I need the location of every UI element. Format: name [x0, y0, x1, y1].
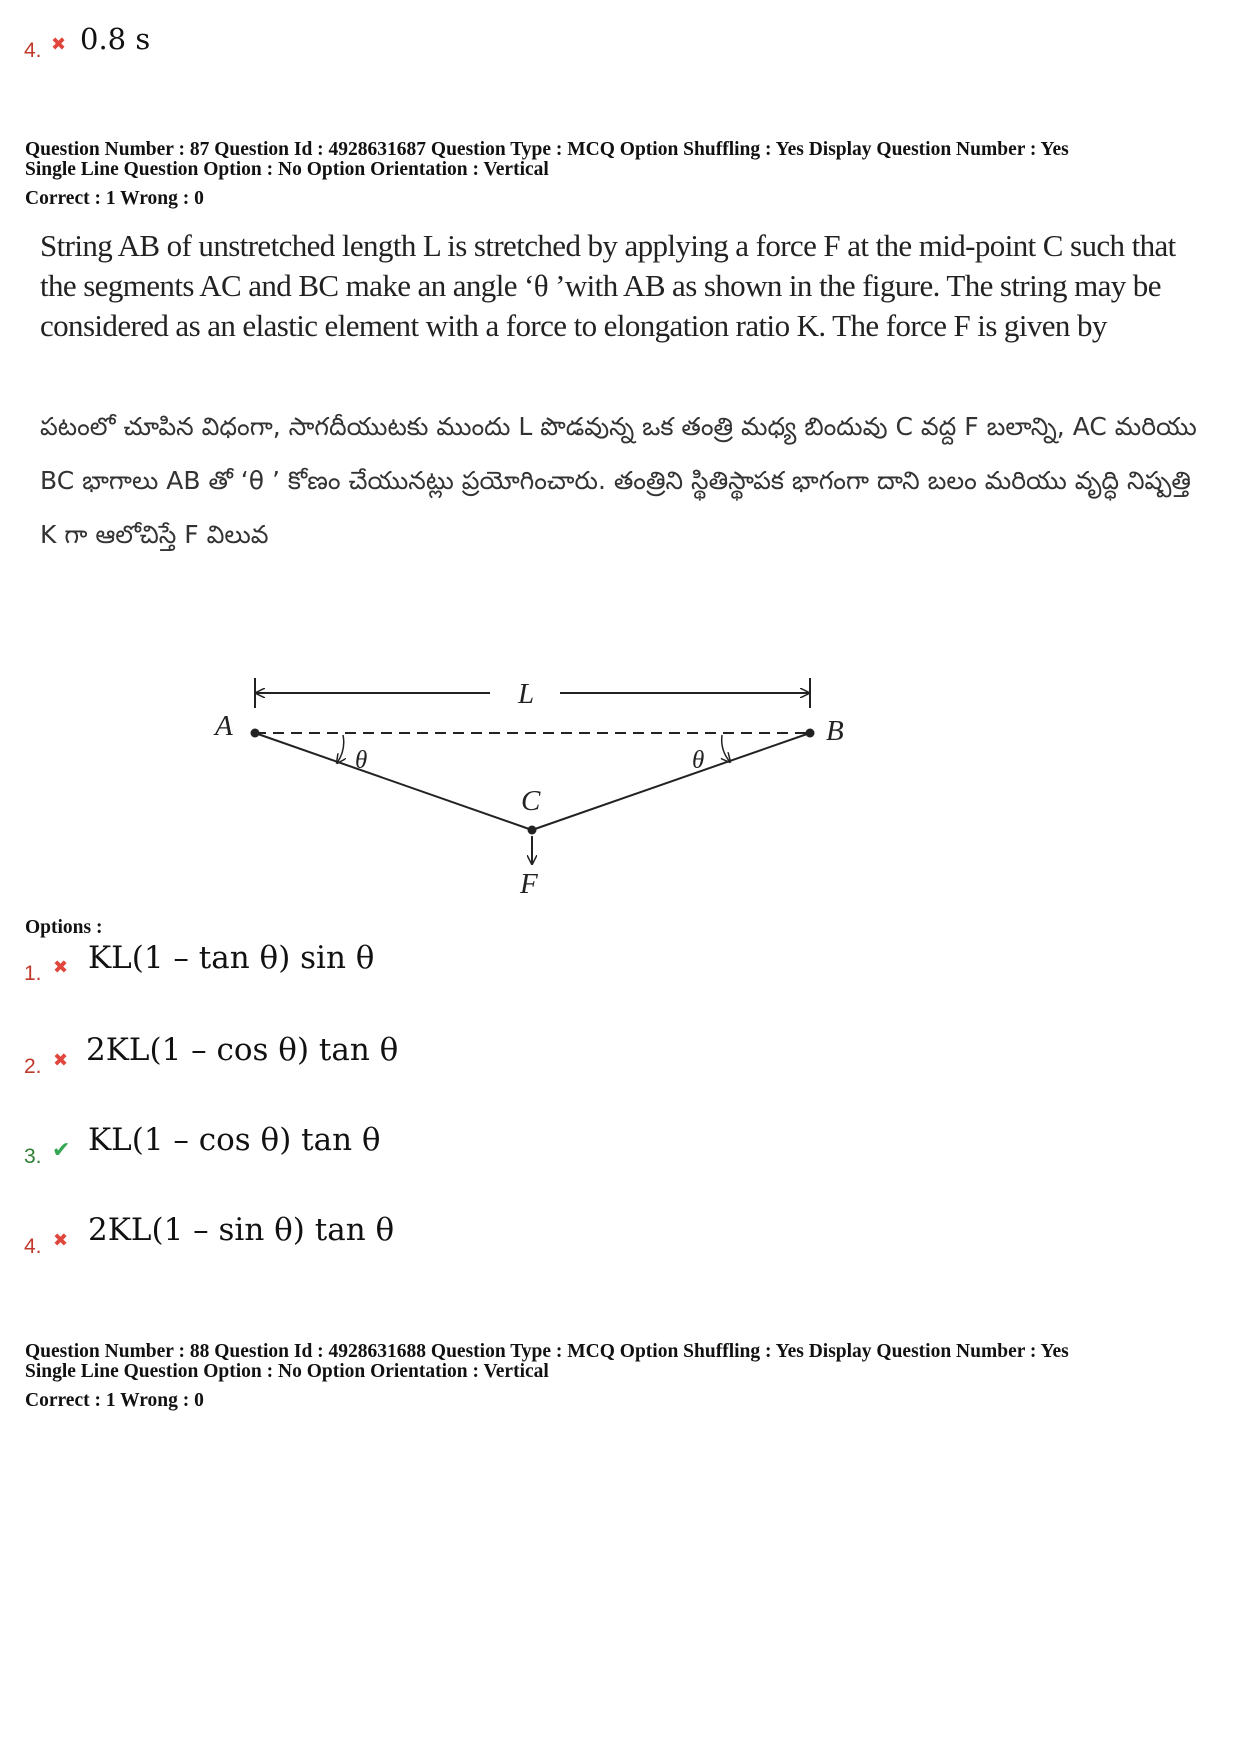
label-L: L — [518, 678, 535, 710]
question-meta-line1: Question Number : 88 Question Id : 4928631688 Question Type : MCQ Option Shuffling : Yes Display Question Number : Yes — [25, 1341, 1069, 1362]
segment-CB — [532, 733, 810, 830]
question-text-en: String AB of unstretched length L is stretched by applying a force F at the mid-point C such that the segments AC and BC make an angle ‘θ ’with AB as shown in the figure. The string may be considered as an elastic element with a force to elongation ratio K. The force F is given by — [40, 228, 1176, 343]
option-text: KL(1 – tan θ) sin θ — [88, 940, 375, 976]
option-number: 3. — [24, 1145, 42, 1168]
option-text: 0.8 s — [80, 22, 151, 56]
point-A — [251, 729, 260, 738]
cross-icon: ✖ — [53, 1230, 69, 1251]
option-number: 2. — [24, 1055, 42, 1078]
question-marks: Correct : 1 Wrong : 0 — [25, 188, 204, 209]
point-C — [528, 826, 537, 835]
theta-left: θ — [355, 747, 368, 774]
option-text: 2KL(1 – sin θ) tan θ — [88, 1212, 395, 1248]
segment-AC — [255, 733, 532, 830]
option-number: 1. — [24, 962, 42, 985]
option-text: KL(1 – cos θ) tan θ — [88, 1122, 381, 1158]
point-B — [806, 729, 815, 738]
option-text: 2KL(1 – cos θ) tan θ — [86, 1032, 399, 1068]
cross-icon: ✖ — [51, 34, 67, 55]
question-marks: Correct : 1 Wrong : 0 — [25, 1390, 204, 1411]
question-text-te: పటంలో చూపిన విధంగా, సాగదీయుటకు ముందు L పొడవున్న ఒక తంత్రి మధ్య బిందువు C వద్ద F బలాన్ని, AC మరియు BC భాగాలు AB తో ‘θ ’ కోణం చేయునట్లు ప్రయోగించారు. తంత్రిని స్థితిస్థాపక భాగంగా దాని బలం మరియు వృద్ధి నిష్పత్తి K గా ఆలోచిస్తే F విలువ — [40, 412, 1197, 549]
option-number: 4. — [24, 1235, 42, 1258]
label-C: C — [521, 785, 541, 817]
question-meta-line2: Single Line Question Option : No Option Orientation : Vertical — [25, 1361, 549, 1382]
angle-arc-right — [722, 735, 730, 762]
label-A: A — [215, 710, 233, 742]
check-icon: ✔ — [52, 1138, 71, 1163]
theta-right: θ — [692, 747, 705, 774]
cross-icon: ✖ — [53, 957, 69, 978]
string-diagram — [200, 660, 880, 910]
label-B: B — [826, 715, 844, 747]
options-label: Options : — [25, 917, 103, 938]
question-meta-line2: Single Line Question Option : No Option Orientation : Vertical — [25, 159, 549, 180]
label-F: F — [520, 868, 538, 900]
question-meta-line1: Question Number : 87 Question Id : 4928631687 Question Type : MCQ Option Shuffling : Yes Display Question Number : Yes — [25, 139, 1069, 160]
option-number: 4. — [24, 39, 42, 62]
cross-icon: ✖ — [53, 1050, 69, 1071]
angle-arc-left — [337, 735, 344, 763]
